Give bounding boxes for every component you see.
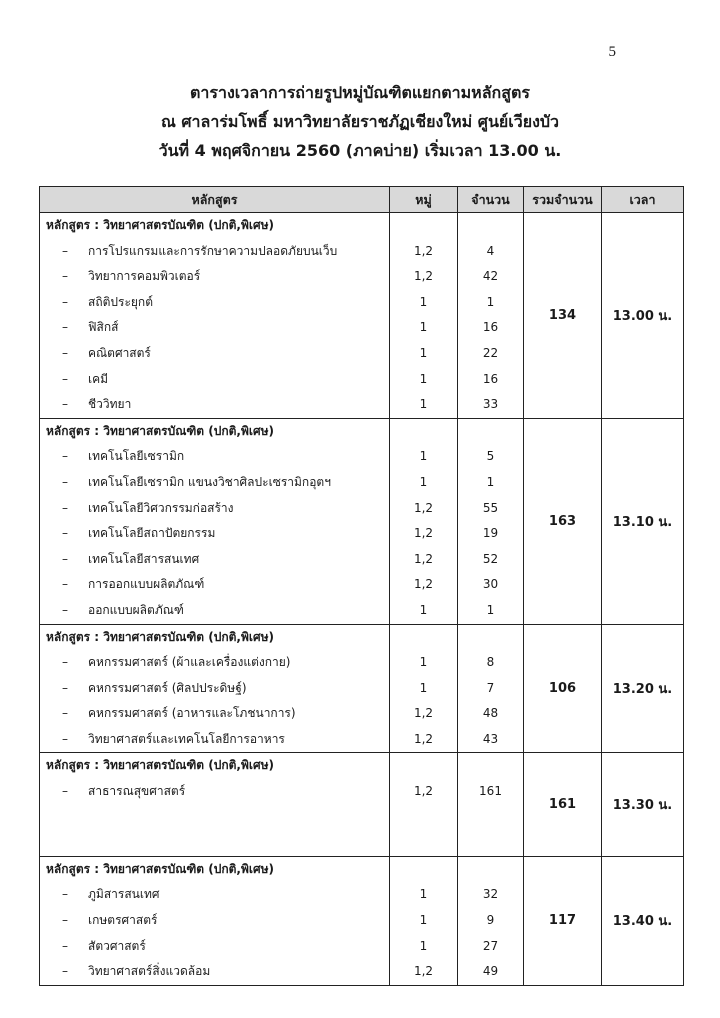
course-item	[40, 779, 389, 805]
group-value: 1,2	[413, 706, 434, 721]
blank-line	[458, 830, 523, 856]
course-item-name: สัตวศาสตร์	[88, 938, 146, 953]
document-title	[0, 78, 720, 165]
count-value: 27	[482, 938, 499, 953]
dash-marker: –	[62, 320, 68, 335]
group-value: 1	[419, 602, 428, 617]
count-value: 9	[486, 913, 495, 928]
group-value: 1	[419, 913, 428, 928]
dash-marker: –	[62, 706, 68, 721]
group-value: 1	[419, 397, 428, 412]
count-value: 161	[479, 784, 502, 799]
header-course: หลักสูตร	[40, 187, 390, 213]
dash-marker: –	[62, 449, 68, 464]
course-item-name: ภูมิสารสนเทศ	[88, 887, 160, 902]
time-cell: 13.00 น.	[602, 213, 684, 419]
group-value: 1,2	[413, 784, 434, 799]
course-block-title: หลักสูตร : วิทยาศาสตรบัณฑิต (ปกติ,พิเศษ)	[46, 861, 275, 876]
count-value: 30	[482, 577, 499, 592]
course-item-name: เคมี	[88, 371, 109, 386]
title-line-3: วันที่ 4 พฤศจิกายน 2560 (ภาคบ่าย) เริ่มเวลา 13.00 น.	[158, 141, 562, 160]
total-cell: 117	[524, 856, 602, 985]
group-value: 1,2	[413, 500, 434, 515]
dash-marker: –	[62, 655, 68, 670]
course-block-title: หลักสูตร : วิทยาศาสตรบัณฑิต (ปกติ,พิเศษ)	[46, 758, 275, 773]
blank-line	[40, 830, 389, 856]
course-item-name: ฟิสิกส์	[88, 320, 119, 335]
count-value: 4	[486, 243, 495, 258]
time-cell: 13.10 น.	[602, 418, 684, 624]
count-value: 42	[482, 269, 499, 284]
course-item-name: การออกแบบผลิตภัณฑ์	[88, 577, 205, 592]
course-item	[40, 727, 389, 753]
blank-line	[40, 805, 389, 831]
count-value: 43	[482, 731, 499, 746]
count-value: 1	[486, 294, 495, 309]
blank-line	[390, 805, 457, 831]
count-value: 7	[486, 680, 495, 695]
header-time: เวลา	[602, 187, 684, 213]
group-list-cell	[390, 213, 458, 419]
dash-marker: –	[62, 602, 68, 617]
course-item-name: เทคโนโลยีเซรามิก แขนงวิชาศิลปะเซรามิกอุตฯ	[88, 474, 331, 489]
course-item-name: สถิติประยุกต์	[88, 294, 153, 309]
spacer-line	[390, 753, 457, 779]
total-cell: 161	[524, 753, 602, 856]
dash-marker: –	[62, 577, 68, 592]
total-cell: 106	[524, 624, 602, 753]
count-value: 16	[482, 320, 499, 335]
dash-marker: –	[62, 551, 68, 566]
count-value: 55	[482, 500, 499, 515]
count-value: 1	[486, 474, 495, 489]
course-item-name: คหกรรมศาสตร์ (ศิลปประดิษฐ์)	[88, 680, 247, 695]
header-count: จำนวน	[458, 187, 524, 213]
course-item-name: คหกรรมศาสตร์ (อาหารและโภชนาการ)	[88, 706, 296, 721]
spacer-line	[458, 625, 523, 651]
count-value: 32	[482, 887, 499, 902]
course-list-cell	[40, 753, 390, 856]
total-cell: 134	[524, 213, 602, 419]
course-item	[40, 598, 389, 624]
spacer-line	[390, 857, 457, 883]
course-item-name: คหกรรมศาสตร์ (ผ้าและเครื่องแต่งกาย)	[88, 655, 291, 670]
course-list-cell	[40, 624, 390, 753]
table-body	[40, 213, 684, 986]
group-value: 1,2	[413, 243, 434, 258]
count-list-cell	[458, 856, 524, 985]
count-value: 1	[486, 602, 495, 617]
total-cell: 163	[524, 418, 602, 624]
course-item	[40, 650, 389, 676]
course-item	[40, 908, 389, 934]
spacer-line	[458, 753, 523, 779]
course-item-name: ออกแบบผลิตภัณฑ์	[88, 602, 184, 617]
course-item	[40, 959, 389, 985]
time-cell: 13.40 น.	[602, 856, 684, 985]
dash-marker: –	[62, 371, 68, 386]
course-item	[40, 882, 389, 908]
dash-marker: –	[62, 913, 68, 928]
dash-marker: –	[62, 474, 68, 489]
group-value: 1,2	[413, 731, 434, 746]
course-item-name: เทคโนโลยีเซรามิก	[88, 449, 185, 464]
spacer-line	[458, 857, 523, 883]
course-block-row	[40, 624, 684, 753]
course-item	[40, 701, 389, 727]
course-block-title: หลักสูตร : วิทยาศาสตรบัณฑิต (ปกติ,พิเศษ)	[46, 629, 275, 644]
count-list-cell	[458, 624, 524, 753]
group-value: 1	[419, 474, 428, 489]
header-total: รวมจำนวน	[524, 187, 602, 213]
dash-marker: –	[62, 887, 68, 902]
group-list-cell	[390, 753, 458, 856]
dash-marker: –	[62, 269, 68, 284]
count-value: 19	[482, 526, 499, 541]
title-line-1: ตารางเวลาการถ่ายรูปหมู่บัณฑิตแยกตามหลักสูตร	[190, 83, 530, 102]
course-item-name: วิทยาศาสตร์และเทคโนโลยีการอาหาร	[88, 731, 285, 746]
blank-line	[390, 830, 457, 856]
group-value: 1	[419, 320, 428, 335]
count-value: 33	[482, 397, 499, 412]
course-block-row	[40, 856, 684, 985]
group-value: 1,2	[413, 269, 434, 284]
blank-line	[458, 805, 523, 831]
count-list-cell	[458, 418, 524, 624]
course-item	[40, 341, 389, 367]
course-item	[40, 521, 389, 547]
course-item	[40, 547, 389, 573]
dash-marker: –	[62, 731, 68, 746]
course-item	[40, 676, 389, 702]
course-item-name: สาธารณสุขศาสตร์	[88, 784, 186, 799]
time-cell: 13.20 น.	[602, 624, 684, 753]
count-list-cell	[458, 753, 524, 856]
group-value: 1	[419, 294, 428, 309]
group-list-cell	[390, 856, 458, 985]
group-value: 1	[419, 938, 428, 953]
group-value: 1	[419, 680, 428, 695]
dash-marker: –	[62, 526, 68, 541]
course-item	[40, 496, 389, 522]
course-item	[40, 444, 389, 470]
course-list-cell	[40, 856, 390, 985]
schedule-table	[39, 186, 684, 986]
course-item-name: เกษตรศาสตร์	[88, 913, 158, 928]
group-value: 1	[419, 449, 428, 464]
count-value: 48	[482, 706, 499, 721]
course-item-name: การโปรแกรมและการรักษาความปลอดภัยบนเว็บ	[88, 243, 338, 258]
course-item-name: วิทยาการคอมพิวเตอร์	[88, 269, 201, 284]
course-item-name: ชีววิทยา	[88, 397, 132, 412]
course-item-name: เทคโนโลยีสถาปัตยกรรม	[88, 526, 216, 541]
title-line-2: ณ ศาลาร่มโพธิ์ มหาวิทยาลัยราชภัฏเชียงใหม่ ศูนย์เวียงบัว	[160, 112, 560, 131]
count-value: 49	[482, 964, 499, 979]
course-list-cell	[40, 418, 390, 624]
course-block-title: หลักสูตร : วิทยาศาสตรบัณฑิต (ปกติ,พิเศษ)	[46, 218, 275, 232]
course-item	[40, 290, 389, 316]
dash-marker: –	[62, 784, 68, 799]
group-value: 1	[419, 655, 428, 670]
dash-marker: –	[62, 500, 68, 515]
group-value: 1,2	[413, 551, 434, 566]
spacer-line	[458, 213, 523, 239]
course-item	[40, 934, 389, 960]
course-block-row	[40, 418, 684, 624]
header-group: หมู่	[390, 187, 458, 213]
group-list-cell	[390, 418, 458, 624]
dash-marker: –	[62, 294, 68, 309]
group-value: 1,2	[413, 964, 434, 979]
course-item-name: วิทยาศาสตร์สิ่งแวดล้อม	[88, 964, 211, 979]
count-value: 22	[482, 345, 499, 360]
count-value: 8	[486, 655, 495, 670]
spacer-line	[390, 625, 457, 651]
group-value: 1	[419, 887, 428, 902]
course-item	[40, 392, 389, 418]
dash-marker: –	[62, 964, 68, 979]
course-item-name: เทคโนโลยีวิศวกรรมก่อสร้าง	[88, 500, 234, 515]
dash-marker: –	[62, 938, 68, 953]
spacer-line	[390, 419, 457, 445]
course-block-row	[40, 753, 684, 856]
course-block-row	[40, 213, 684, 419]
group-value: 1,2	[413, 526, 434, 541]
course-block-title: หลักสูตร : วิทยาศาสตรบัณฑิต (ปกติ,พิเศษ)	[46, 423, 275, 438]
course-item	[40, 572, 389, 598]
course-list-cell	[40, 213, 390, 419]
course-item	[40, 264, 389, 290]
group-value: 1	[419, 345, 428, 360]
course-item	[40, 470, 389, 496]
dash-marker: –	[62, 243, 68, 258]
course-item	[40, 367, 389, 393]
group-value: 1	[419, 371, 428, 386]
count-value: 52	[482, 551, 499, 566]
dash-marker: –	[62, 345, 68, 360]
count-list-cell	[458, 213, 524, 419]
course-item	[40, 315, 389, 341]
group-value: 1,2	[413, 577, 434, 592]
dash-marker: –	[62, 397, 68, 412]
course-item	[40, 239, 389, 265]
spacer-line	[458, 419, 523, 445]
dash-marker: –	[62, 680, 68, 695]
spacer-line	[390, 213, 457, 239]
count-value: 5	[486, 449, 495, 464]
group-list-cell	[390, 624, 458, 753]
course-item-name: เทคโนโลยีสารสนเทศ	[88, 551, 200, 566]
course-item-name: คณิตศาสตร์	[88, 345, 151, 360]
count-value: 16	[482, 371, 499, 386]
time-cell: 13.30 น.	[602, 753, 684, 856]
table-header-row	[40, 187, 684, 213]
page-number: 5	[608, 44, 616, 60]
